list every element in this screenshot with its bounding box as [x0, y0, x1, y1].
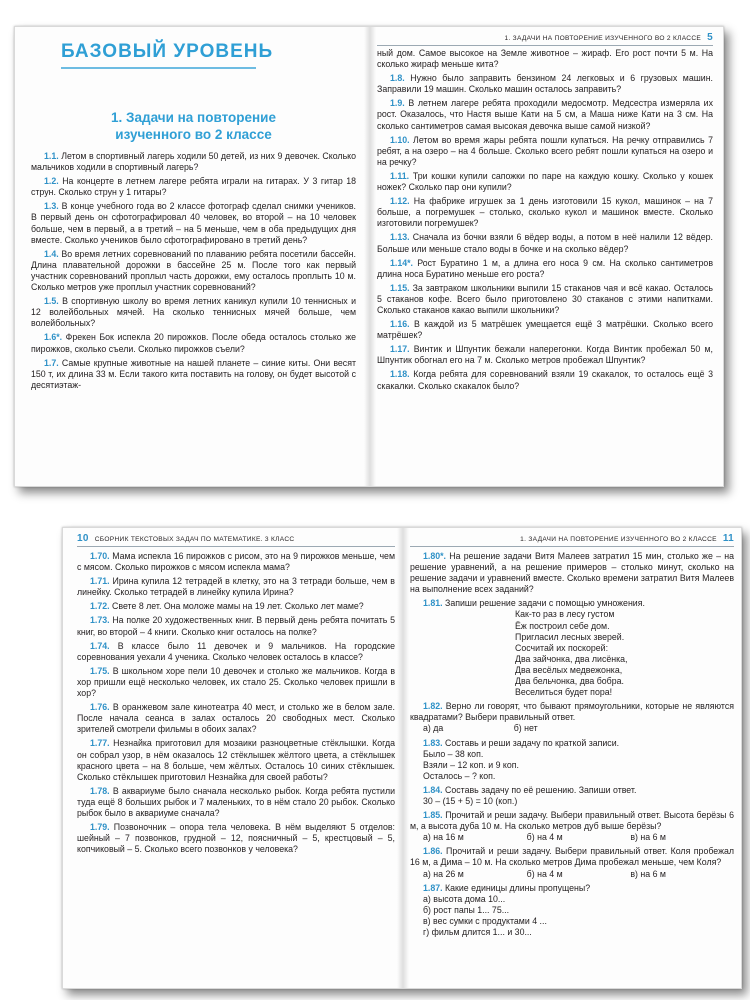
note-line: Было – 38 коп.: [423, 748, 484, 759]
task-text: В классе было 11 девочек и 9 мальчиков. На городские соревнования уехали 4 ученика. Сколько человек осталось в классе?: [77, 640, 395, 662]
note-line: Осталось – ? коп.: [423, 770, 496, 781]
task-1-82: 1.82. Верно ли говорят, что бывают прямоугольники, которые не являются квадратами? Выбери правильный ответ.: [410, 701, 734, 723]
task-number: 1.72.: [90, 601, 110, 612]
task-text: На концерте в летнем лагере ребята играли на гитарах. У 3 гитар 18 струн. Сколько струн у 1 гитары?: [31, 176, 356, 198]
answer-options: [410, 723, 604, 734]
running-head: [377, 32, 713, 46]
running-head-text: 1. ЗАДАЧИ НА ПОВТОРЕНИЕ ИЗУЧЕННОГО ВО 2 КЛАССЕ: [520, 536, 717, 543]
task-item: [377, 171, 713, 193]
task-number: 1.74.: [90, 640, 110, 651]
task-text: Незнайка приготовил для мозаики разноцветные стёклышки. Когда он собрал узор, в нём оказалось 12 стёклышек жёлтого цвета, а стёклышек красного цвета – на 8 больше, чем жёлтых. Осталось 10 синих стёклышек. Сколько стёклышек приготовил Незнайка для своей работы?: [77, 738, 395, 782]
task-item: [377, 196, 713, 229]
task-item: [77, 738, 395, 782]
task-item: [31, 332, 356, 354]
poem-line: Сосчитай их поскорей:: [515, 642, 609, 653]
task-text: На фабрике игрушек за 1 день изготовили 15 кукол, машинок – на 7 больше, а погремушек – столько, сколько кукол и машинок вместе. Сколько изготовили погремушек?: [377, 196, 713, 229]
task-number: 1.4.: [44, 248, 59, 259]
running-head-text: 1. ЗАДАЧИ НА ПОВТОРЕНИЕ ИЗУЧЕННОГО ВО 2 КЛАССЕ: [504, 35, 702, 42]
task-item: [31, 358, 356, 391]
note-line: Взяли – 12 коп. и 9 коп.: [423, 759, 519, 770]
task-item: [77, 822, 395, 855]
task-number: 1.16.: [390, 319, 410, 330]
option-b: б) на 4 м: [526, 868, 563, 879]
task-text: Ирина купила 12 тетрадей в клетку, это на 3 тетради больше, чем в линейку. Сколько тетрадей в линейку купила Ирина?: [77, 576, 395, 598]
task-number: 1.18.: [390, 369, 410, 380]
unit-list: [410, 894, 734, 938]
task-1-85: 1.85. Прочитай и реши задачу. Выбери правильный ответ. Высота берёзы 6 м, а высота дуба 10 м. На сколько метров дуб выше берёзы?: [410, 810, 734, 832]
task-1-84: 1.84. Составь задачу по её решению. Запиши ответ.: [423, 784, 637, 795]
task-list: [377, 48, 713, 392]
book-gutter: [397, 528, 409, 988]
unit-line: в) вес сумки с продуктами 4 ...: [423, 915, 547, 926]
task-text: Мама испекла 16 пирожков с рисом, это на 9 пирожков меньше, чем с мясом. Сколько пирожков с мясом испекла мама?: [77, 551, 395, 573]
chapter-title-line-1: 1. Задачи на повторение: [111, 110, 276, 125]
page-number: 10: [77, 533, 89, 544]
unit-line: г) фильм длится 1... и 30...: [423, 927, 532, 937]
poem-line: Два бельчонка, два бобра.: [515, 676, 624, 687]
task-item: [377, 319, 713, 341]
task-text: Когда ребята для соревнований взяли 19 скакалок, то осталось ещё 3 скакалки. Сколько скакалок было?: [377, 369, 713, 391]
task-text: На полке 20 художественных книг. В первый день ребята почитать 5 книг, во второй – 4 книги. Сколько книг осталось на полке?: [77, 615, 395, 637]
task-1-83: 1.83. Составь и реши задачу по краткой записи.: [423, 737, 620, 748]
top-page-spread: [14, 26, 724, 487]
task-text: В школьном хоре пели 10 девочек и столько же мальчиков. Когда в хор пришли ещё несколько человек, их стало 25. Сколько человек пришли в хор?: [77, 665, 395, 699]
task-item: [31, 249, 356, 293]
poem-line: Как-то раз в лесу густом: [515, 609, 615, 620]
task-number: 1.6*.: [44, 332, 63, 343]
task-number: 1.71.: [90, 576, 110, 587]
short-note: [410, 749, 734, 782]
page-number: 5: [707, 32, 713, 43]
task-item: [31, 296, 356, 329]
task-text: За завтраком школьники выпили 15 стаканов чая и всё какао. Осталось 5 стаканов кофе. Всего было приготовлено 30 стаканов с этими напитками. Сколько стаканов какао выпили школьники?: [377, 282, 713, 315]
task-number: 1.17.: [390, 344, 410, 355]
task-text: В конце учебного года во 2 классе фотограф сделал снимки учеников. В первый день он сфотографировал 40 человек, во второй – на 10 человек больше, чем в первый, а в третий – на 5 меньше, чем в оба предыдущих дня вместе. Сколько учеников было сфотографировано в третий день?: [31, 201, 356, 245]
task-number: 1.9.: [390, 98, 405, 109]
task-number: 1.11.: [390, 170, 410, 181]
task-item: [377, 258, 713, 280]
page-11: [410, 528, 734, 988]
task-text: Позвоночник – опора тела человека. В нём выделяют 5 отделов: шейный – 7 позвонков, грудной – 12, поясничный – 5, крестцовый – 5, копчиковый – 5. Сколько всего позвонков у человека?: [77, 822, 395, 855]
page-4: [31, 27, 356, 486]
bottom-page-spread: [62, 527, 742, 989]
running-head: [410, 533, 734, 547]
task-text: Рост Буратино 1 м, а длина его носа 9 см. На сколько сантиметров длина носа Буратино меньше его роста?: [377, 257, 713, 279]
task-text: В оранжевом зале кинотеатра 40 мест, и столько же в белом зале. После начала сеанса в залах осталось 20 свободных мест. Сколько зрителей смотрели фильмы в обоих залах?: [77, 702, 395, 735]
poem-line: Два зайчонка, два лисёнка,: [515, 653, 628, 664]
task-item: [377, 283, 713, 316]
task-number: 1.15.: [390, 282, 410, 293]
task-list: [77, 551, 395, 855]
chapter-title-line-2: изученного во 2 классе: [115, 127, 272, 142]
task-text: Свете 8 лет. Она моложе мамы на 19 лет. Сколько лет маме?: [112, 601, 364, 612]
poem: [410, 609, 734, 698]
option-c: в) на 6 м: [630, 868, 666, 879]
task-number: 1.77.: [90, 738, 110, 749]
task-item: [77, 615, 395, 637]
task-text: Винтик и Шпунтик бежали наперегонки. Когда Винтик пробежал 50 м, Шпунтик обогнал его на 7 м. Сколько метров пробежал Шпунтик?: [377, 344, 713, 366]
task-item: [77, 786, 395, 819]
task-item: [377, 98, 713, 131]
option-a: а) на 26 м: [423, 868, 464, 879]
task-item: [77, 576, 395, 598]
task-number: 1.73.: [90, 615, 110, 626]
task-number: 1.13.: [390, 232, 410, 243]
task-item: [31, 176, 356, 198]
task-item: [77, 551, 395, 573]
task-text: В каждой из 5 матрёшек умещается ещё 3 матрёшки. Сколько всего матрёшек?: [377, 319, 713, 341]
task-item: [377, 344, 713, 366]
option-b: б) нет: [513, 723, 538, 734]
poem-line: Веселиться будет пора!: [515, 687, 613, 698]
chapter-title: [31, 109, 356, 143]
task-1-87: 1.87. Какие единицы длины пропущены?: [423, 882, 591, 893]
task-text: Три кошки купили сапожки по паре на каждую кошку. Сколько у кошек ножек? Сколько пар они купили?: [377, 170, 713, 193]
task-number: 1.12.: [390, 196, 410, 207]
running-head-text: СБОРНИК ТЕКСТОВЫХ ЗАДАЧ ПО МАТЕМАТИКЕ. 3 КЛАСС: [94, 536, 295, 543]
unit-line: б) рост папы 1... 75...: [423, 904, 510, 915]
task-continuation: ный дом. Самое высокое на Земле животное – жираф. Его рост почти 5 м. На сколько жираф меньше кита?: [377, 48, 713, 70]
solution-expression: 30 – (15 + 5) = 10 (коп.): [423, 795, 518, 806]
task-number: 1.76.: [90, 702, 110, 713]
task-item: [377, 369, 713, 391]
task-text: Фрекен Бок испекла 20 пирожков. После обеда осталось столько же пирожков, сколько съели. Сколько пирожков съели?: [31, 332, 356, 354]
task-list: [410, 551, 734, 938]
task-1-86: 1.86. Прочитай и реши задачу. Выбери правильный ответ. Коля пробежал 16 м, а Дима – 10 м. На сколько метров Дима пробежал меньше, чем Коля?: [410, 846, 734, 868]
task-number: 1.5.: [44, 296, 59, 307]
poem-line: Ёж построил себе дом.: [515, 620, 610, 631]
page-10: [77, 528, 395, 988]
page-number: 11: [722, 533, 734, 544]
option-b: б) на 4 м: [526, 832, 563, 843]
task-item: [377, 135, 713, 168]
running-head: [77, 533, 395, 547]
task-number: 1.78.: [90, 785, 110, 796]
task-number: 1.7.: [44, 357, 59, 368]
poem-line: Два весёлых медвежонка,: [515, 664, 623, 675]
task-number: 1.3.: [44, 201, 59, 212]
task-number: 1.75.: [90, 665, 110, 676]
option-a: а) да: [423, 723, 444, 734]
task-item: [77, 601, 395, 612]
task-item: [377, 232, 713, 254]
task-item: [377, 73, 713, 95]
unit-line: а) высота дома 10...: [423, 893, 506, 904]
book-gutter: [364, 27, 376, 486]
level-title-underline: [61, 67, 256, 69]
task-text: Нужно было заправить бензином 24 легковых и 6 грузовых машин. Заправили 19 машин. Сколько машин осталось заправить?: [377, 73, 713, 95]
task-text: Сначала из бочки взяли 6 вёдер воды, а потом в неё налили 12 вёдер. Больше или меньше стало воды в бочке и на сколько вёдер?: [377, 232, 713, 254]
task-1-81: 1.81. Запиши решение задачи с помощью умножения.: [423, 598, 645, 609]
task-text: В аквариуме было сначала несколько рыбок. Когда ребята пустили туда ещё 8 больших рыбок и 7 маленьких, то в нём стало 20 рыбок. Сколько рыбок было в аквариуме сначала?: [77, 785, 395, 818]
task-text: В спортивную школу во время летних каникул купили 10 теннисных и 12 волейбольных мячей. На сколько теннисных мячей больше, чем волейбольных?: [31, 296, 356, 329]
task-1-80: 1.80*. На решение задачи Витя Малеев затратил 15 мин, столько же – на решение уравнений, а на решение примеров – столько минут, сколько на решение задачи и уравнений вместе. Сколько времени затратил Витя Малеев на выполнение всех заданий?: [410, 551, 734, 595]
answer-options: [410, 832, 734, 843]
task-text: Летом в спортивный лагерь ходили 50 детей, из них 9 девочек. Сколько мальчиков ходили в спортивный лагерь?: [31, 151, 356, 173]
answer-options: [410, 869, 734, 880]
task-number: 1.70.: [90, 551, 110, 561]
task-list: [31, 151, 356, 391]
option-a: а) на 16 м: [423, 832, 464, 843]
task-item: [77, 641, 395, 663]
task-number: 1.2.: [44, 176, 59, 187]
page-5: [377, 27, 713, 486]
task-number: 1.8.: [390, 73, 405, 84]
task-number: 1.14*.: [390, 257, 413, 268]
level-title: БАЗОВЫЙ УРОВЕНЬ: [61, 41, 274, 62]
task-text: В летнем лагере ребята проходили медосмотр. Медсестра измеряла их рост. Оказалось, что Настя выше Кати на 5 см, а Маша ниже Кати на 3 см. На сколько сантиметров самая высокая девочка выше самой низкой?: [377, 98, 713, 131]
task-text: Летом во время жары ребята пошли купаться. На речку отправились 7 ребят, а на озеро – на 4 больше. Сколько всего ребят пошли купаться на озеро и на речку?: [377, 134, 713, 167]
task-text: Во время летних соревнований по плаванию ребята посетили бассейн. Длина плавательной дорожки в бассейне 25 м. После того как первый участник соревнований проплыл часть дорожки, ему осталось проплыть 10 м. Сколько метров уже проплыл участник соревнований?: [31, 248, 356, 293]
task-text: Самые крупные животные на нашей планете – синие киты. Они весят 150 т, их длина 33 м. Если такого кита поставить на голову, он будет высотой с десятиэтаж-: [31, 357, 356, 390]
task-number: 1.79.: [90, 822, 110, 833]
task-number: 1.1.: [44, 151, 59, 161]
task-item: [31, 201, 356, 245]
option-c: в) на 6 м: [630, 832, 666, 843]
task-number: 1.10.: [390, 134, 410, 145]
task-item: [77, 702, 395, 735]
task-item: [77, 666, 395, 699]
poem-line: Пригласил лесных зверей.: [515, 631, 625, 642]
task-item: [31, 151, 356, 173]
